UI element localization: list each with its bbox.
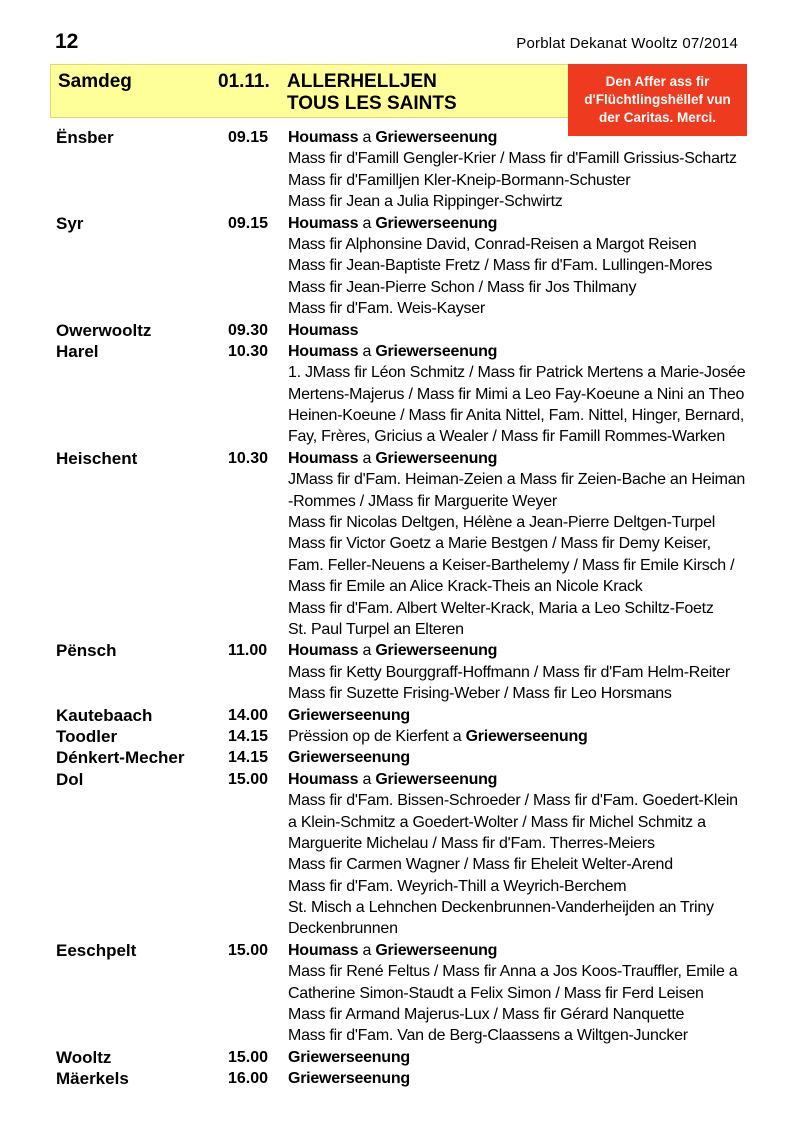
- service-main: Griewerseenung: [288, 1070, 410, 1088]
- spacer: [228, 298, 288, 319]
- spacer: [228, 362, 288, 383]
- intention-row: [56, 598, 756, 619]
- spacer: [228, 854, 288, 875]
- service-main: Houmass: [288, 342, 359, 360]
- page-number: 12: [55, 30, 79, 53]
- service-type: [288, 213, 756, 234]
- spacer: [56, 876, 228, 897]
- spacer: [56, 277, 228, 298]
- spacer: [56, 491, 228, 512]
- spacer: [228, 512, 288, 533]
- mass-intention: Mass fir Nicolas Deltgen, Hélène a Jean-Pierre Deltgen-Turpel: [288, 514, 716, 532]
- service-main: Griewerseenung: [288, 706, 410, 724]
- intention-row: [56, 384, 756, 405]
- village-name: Heischent: [56, 448, 138, 468]
- notice-line: Den Affer ass fir: [605, 74, 710, 89]
- mass-intention: Mass fir d'Fam. Bissen-Schroeder / Mass fir d'Fam. Goedert-Klein: [288, 792, 738, 810]
- village-name: Dénkert-Mecher: [56, 748, 185, 768]
- schedule-row: [56, 769, 756, 790]
- intention-row: [56, 298, 756, 319]
- village-name: Wooltz: [56, 1047, 112, 1067]
- spacer: [228, 255, 288, 276]
- intention-row: [56, 512, 756, 533]
- spacer: [56, 662, 228, 683]
- spacer: [56, 854, 228, 875]
- notice-line: d'Flüchtlingshëllef vun: [584, 92, 731, 107]
- mass-intention: Mass fir Jean a Julia Rippinger-Schwirtz: [288, 193, 563, 211]
- spacer: [56, 683, 228, 704]
- service-type: [288, 769, 756, 790]
- spacer: [228, 491, 288, 512]
- schedule-row: [56, 640, 756, 661]
- service-main: Houmass: [288, 321, 359, 339]
- schedule-entry: [56, 705, 756, 726]
- running-head: Porblat Dekanat Wooltz 07/2014: [516, 35, 738, 52]
- schedule-entry: [56, 747, 756, 768]
- spacer: [56, 812, 228, 833]
- service-connector: a: [358, 449, 376, 467]
- service-type: [288, 1047, 756, 1068]
- spacer: [56, 790, 228, 811]
- donation-notice: [568, 64, 747, 136]
- spacer: [228, 533, 288, 554]
- spacer: [56, 897, 228, 918]
- spacer: [228, 876, 288, 897]
- header-title-line: ALLERHELLJEN: [287, 71, 437, 92]
- spacer: [56, 1025, 228, 1046]
- spacer: [228, 469, 288, 490]
- service-time: 14.15: [228, 727, 269, 745]
- service-time: 10.30: [228, 449, 269, 467]
- spacer: [56, 362, 228, 383]
- intention-row: [56, 533, 756, 554]
- mass-intention: Mass fir Alphonsine David, Conrad-Reisen a Margot Reisen: [288, 235, 697, 253]
- village-name: Harel: [56, 341, 99, 361]
- intention-row: [56, 918, 756, 939]
- service-main: Houmass: [288, 770, 359, 788]
- spacer: [56, 298, 228, 319]
- schedule-entry: [56, 1068, 756, 1089]
- notice-line: der Caritas. Merci.: [598, 110, 717, 125]
- mass-intention: Mass fir René Feltus / Mass fir Anna a Jos Koos-Trauffler, Emile a: [288, 963, 738, 981]
- intention-row: [56, 961, 756, 982]
- spacer: [228, 1004, 288, 1025]
- schedule-entry: [56, 213, 756, 320]
- schedule-entry: [56, 940, 756, 1047]
- service-time: 10.30: [228, 342, 269, 360]
- intention-row: [56, 876, 756, 897]
- spacer: [228, 234, 288, 255]
- mass-intention: St. Paul Turpel an Elteren: [288, 620, 464, 638]
- spacer: [228, 148, 288, 169]
- intention-row: [56, 148, 756, 169]
- mass-intention: St. Misch a Lehnchen Deckenbrunnen-Vanderheijden an Triny: [288, 899, 714, 917]
- spacer: [56, 555, 228, 576]
- mass-intention: Marguerite Michelau / Mass fir d'Fam. Therres-Meiers: [288, 834, 655, 852]
- spacer: [56, 619, 228, 640]
- intention-row: [56, 662, 756, 683]
- service-type: [288, 940, 756, 961]
- service-time: 09.15: [228, 129, 269, 146]
- spacer: [56, 512, 228, 533]
- service-connector: a: [358, 770, 376, 788]
- intention-row: [56, 555, 756, 576]
- schedule-row: [56, 341, 756, 362]
- header-title-line: TOUS LES SAINTS: [287, 93, 457, 114]
- intention-row: [56, 491, 756, 512]
- spacer: [228, 555, 288, 576]
- intention-row: [56, 191, 756, 212]
- mass-intention: Mass fir Victor Goetz a Marie Bestgen / Mass fir Demy Keiser,: [288, 535, 711, 553]
- intention-row: [56, 426, 756, 447]
- intention-row: [56, 362, 756, 383]
- spacer: [56, 983, 228, 1004]
- service-connector: a: [358, 941, 376, 959]
- mass-intention: a Klein-Schmitz a Goedert-Wolter / Mass fir Michel Schmitz a: [288, 813, 706, 831]
- spacer: [228, 170, 288, 191]
- intention-row: [56, 277, 756, 298]
- spacer: [56, 833, 228, 854]
- service-time: 09.30: [228, 321, 269, 339]
- spacer: [228, 683, 288, 704]
- schedule-row: [56, 213, 756, 234]
- service-secondary: Griewerseenung: [375, 941, 498, 959]
- service-connector: a: [358, 642, 376, 660]
- schedule-entry: [56, 726, 756, 747]
- intention-row: [56, 897, 756, 918]
- header-date: 01.11.: [218, 71, 270, 92]
- spacer: [228, 833, 288, 854]
- village-name: Kautebaach: [56, 705, 153, 725]
- mass-intention: Mass fir Carmen Wagner / Mass fir Eheleit Welter-Arend: [288, 856, 673, 874]
- spacer: [56, 1004, 228, 1025]
- service-time: 09.15: [228, 214, 269, 232]
- mass-intention: Mass fir d'Fam. Weis-Kayser: [288, 300, 485, 318]
- mass-intention: Mass fir Ketty Bourggraff-Hoffmann / Mass fir d'Fam Helm-Reiter: [288, 663, 730, 681]
- intention-row: [56, 170, 756, 191]
- mass-intention: Mass fir Emile an Alice Krack-Theis an Nicole Krack: [288, 578, 643, 596]
- village-name: Ënsber: [56, 128, 114, 147]
- spacer: [56, 533, 228, 554]
- intention-row: [56, 983, 756, 1004]
- mass-intention: Heinen-Koeune / Mass fir Anita Nittel, Fam. Nittel, Hinger, Bernard,: [288, 407, 745, 425]
- mass-intention: Catherine Simon-Staudt a Felix Simon / Mass fir Ferd Leisen: [288, 984, 704, 1002]
- service-time: 16.00: [228, 1070, 269, 1088]
- service-time: 14.15: [228, 749, 269, 767]
- village-name: Mäerkels: [56, 1069, 129, 1089]
- service-type: [288, 726, 756, 747]
- intention-row: [56, 405, 756, 426]
- schedule-entry: [56, 448, 756, 641]
- mass-intention: Mass fir Jean-Baptiste Fretz / Mass fir d'Fam. Lullingen-Mores: [288, 257, 713, 275]
- spacer: [56, 961, 228, 982]
- intention-row: [56, 1025, 756, 1046]
- spacer: [56, 598, 228, 619]
- village-name: Pënsch: [56, 641, 117, 661]
- schedule-row: [56, 1047, 756, 1068]
- schedule-row: [56, 448, 756, 469]
- service-secondary: Griewerseenung: [465, 727, 588, 745]
- service-connector: a: [358, 129, 376, 146]
- spacer: [228, 277, 288, 298]
- village-name: Toodler: [56, 726, 118, 746]
- spacer: [228, 576, 288, 597]
- spacer: [228, 662, 288, 683]
- schedule-row: [56, 747, 756, 768]
- header-title: [287, 71, 457, 115]
- spacer: [56, 170, 228, 191]
- service-time: 15.00: [228, 941, 269, 959]
- spacer: [56, 148, 228, 169]
- service-secondary: Griewerseenung: [375, 129, 498, 146]
- mass-intention: Fam. Feller-Neuens a Keiser-Barthelemy / Mass fir Emile Kirsch /: [288, 556, 735, 574]
- spacer: [56, 405, 228, 426]
- schedule-entry: [56, 341, 756, 448]
- service-secondary: Griewerseenung: [375, 342, 498, 360]
- village-name: Owerwooltz: [56, 320, 152, 340]
- schedule-row: [56, 726, 756, 747]
- spacer: [56, 918, 228, 939]
- mass-intention: Mass fir d'Famill Gengler-Krier / Mass fir d'Famill Grissius-Schartz: [288, 150, 737, 168]
- header-band: [50, 64, 572, 118]
- schedule-entry: [56, 1047, 756, 1068]
- service-type: [288, 127, 756, 148]
- service-type: [288, 320, 756, 341]
- spacer: [56, 191, 228, 212]
- spacer: [56, 234, 228, 255]
- spacer: [228, 897, 288, 918]
- service-type: [288, 640, 756, 661]
- service-connector: a: [358, 214, 376, 232]
- service-main: Griewerseenung: [288, 749, 410, 767]
- spacer: [228, 619, 288, 640]
- mass-intention: 1. JMass fir Léon Schmitz / Mass fir Patrick Mertens a Marie-Josée: [288, 364, 746, 382]
- service-main: Houmass: [288, 214, 359, 232]
- spacer: [228, 918, 288, 939]
- header-day: Samdeg: [58, 71, 132, 92]
- spacer: [56, 255, 228, 276]
- schedule-row: [56, 1068, 756, 1089]
- intention-row: [56, 683, 756, 704]
- intention-row: [56, 1004, 756, 1025]
- village-name: Eeschpelt: [56, 940, 137, 960]
- service-secondary: Griewerseenung: [375, 214, 498, 232]
- service-type: [288, 448, 756, 469]
- spacer: [228, 405, 288, 426]
- service-main: Houmass: [288, 129, 359, 146]
- service-secondary: Griewerseenung: [375, 642, 498, 660]
- spacer: [228, 790, 288, 811]
- intention-row: [56, 619, 756, 640]
- schedule-row: [56, 705, 756, 726]
- village-name: Syr: [56, 213, 84, 233]
- spacer: [228, 426, 288, 447]
- spacer: [228, 812, 288, 833]
- service-main: Houmass: [288, 642, 359, 660]
- village-name: Dol: [56, 769, 84, 789]
- mass-intention: Deckenbrunnen: [288, 920, 398, 938]
- intention-row: [56, 234, 756, 255]
- service-main: Houmass: [288, 941, 359, 959]
- mass-intention: Mass fir d'Fam. Weyrich-Thill a Weyrich-Berchem: [288, 877, 627, 895]
- service-connector: Prëssion op de Kierfent a: [288, 727, 466, 745]
- service-type: [288, 1068, 756, 1089]
- service-main: Griewerseenung: [288, 1048, 410, 1066]
- intention-row: [56, 854, 756, 875]
- schedule-row: [56, 320, 756, 341]
- service-time: 15.00: [228, 770, 269, 788]
- spacer: [228, 191, 288, 212]
- mass-intention: Mass fir d'Fam. Van de Berg-Claassens a Wiltgen-Juncker: [288, 1027, 688, 1045]
- mass-intention: Mass fir Armand Majerus-Lux / Mass fir Gérard Nanquette: [288, 1006, 685, 1024]
- schedule-row: [56, 940, 756, 961]
- service-type: [288, 341, 756, 362]
- service-type: [288, 705, 756, 726]
- schedule-entry: [56, 640, 756, 704]
- schedule-entry: [56, 769, 756, 940]
- schedule-row: [56, 127, 756, 148]
- spacer: [228, 598, 288, 619]
- intention-row: [56, 790, 756, 811]
- intention-row: [56, 833, 756, 854]
- spacer: [228, 961, 288, 982]
- mass-intention: Mass fir d'Familljen Kler-Kneip-Bormann-Schuster: [288, 171, 631, 189]
- mass-intention: Fay, Frères, Gricius a Wealer / Mass fir Famill Rommes-Warken: [288, 428, 725, 446]
- spacer: [56, 576, 228, 597]
- spacer: [228, 384, 288, 405]
- schedule-entry: [56, 320, 756, 341]
- mass-intention: Mass fir d'Fam. Albert Welter-Krack, Maria a Leo Schiltz-Foetz: [288, 599, 714, 617]
- service-time: 15.00: [228, 1048, 269, 1066]
- intention-row: [56, 469, 756, 490]
- service-main: Houmass: [288, 449, 359, 467]
- mass-intention: JMass fir d'Fam. Heiman-Zeien a Mass fir Zeien-Bache an Heiman: [288, 471, 746, 489]
- spacer: [56, 384, 228, 405]
- mass-schedule: [56, 127, 756, 1090]
- service-time: 11.00: [228, 642, 268, 660]
- mass-intention: Mertens-Majerus / Mass fir Mimi a Leo Fay-Koeune a Nini an Theo: [288, 385, 745, 403]
- spacer: [228, 983, 288, 1004]
- intention-row: [56, 576, 756, 597]
- spacer: [228, 1025, 288, 1046]
- schedule-entry: [56, 127, 756, 213]
- service-secondary: Griewerseenung: [375, 770, 498, 788]
- service-connector: a: [358, 342, 376, 360]
- intention-row: [56, 812, 756, 833]
- spacer: [56, 469, 228, 490]
- service-secondary: Griewerseenung: [375, 449, 498, 467]
- service-type: [288, 747, 756, 768]
- mass-intention: Mass fir Suzette Frising-Weber / Mass fir Leo Horsmans: [288, 685, 672, 703]
- mass-intention: Mass fir Jean-Pierre Schon / Mass fir Jos Thilmany: [288, 278, 637, 296]
- service-time: 14.00: [228, 706, 269, 724]
- mass-intention: -Rommes / JMass fir Marguerite Weyer: [288, 492, 557, 510]
- spacer: [56, 426, 228, 447]
- intention-row: [56, 255, 756, 276]
